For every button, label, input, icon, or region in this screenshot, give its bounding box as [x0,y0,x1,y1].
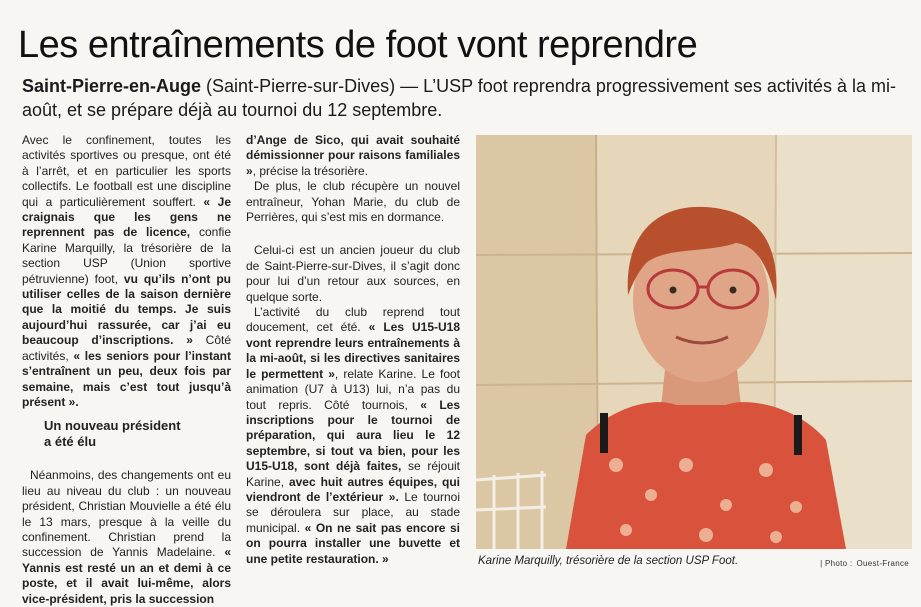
quote-run: « Les U15-U18 vont reprendre leurs entraînements à la mi-août, si les directives sanitaires le permettent » [246,320,461,381]
paragraph [22,133,231,410]
photo-credit [816,559,909,568]
text-run: Côté activités, [22,333,231,363]
lead-paragraph [22,74,902,122]
text-run: Avec le confinement, toutes les activités sportives ou presque, ont été à l’arrêt, et en particulier les sports collectifs. Le football est une discipline qui a particulièrement souffert. [22,133,231,209]
subheading-line: a été élu [44,434,97,450]
quote-run: vu qu’ils n’ont pu utiliser celles de la saison dernière que la moitié du temps. Je suis aujourd’hui rassurée, car j’ai eu beaucoup d’inscriptions. » [22,271,231,348]
quote-run: avec huit autres équipes, qui viendront de l’extérieur ». [246,474,461,504]
portrait-photo [476,135,912,549]
text-run: Le tournoi se déroulera sur place, au stade municipal. [246,489,460,535]
subheading [22,418,231,450]
portrait-illustration [476,135,912,549]
quote-run: « Yannis est resté un an et demi à ce poste, et il avait lui-même, alors vice-président, pris la succession [22,545,231,606]
photo-caption: Karine Marquilly, trésorière de la section USP Foot. [478,555,739,567]
text-run: se réjouit Karine, [246,459,461,489]
quote-run: d’Ange de Sico, qui avait souhaité démissionner pour raisons familiales » [246,133,460,178]
text-run: L’activité du club reprend tout doucement, cet été. [246,305,460,335]
lead-text: (Saint-Pierre-sur-Dives) — L’USP foot reprendra progressivement ses activités à la mi-août, et se prépare déjà au tournoi du 12 septembre. [22,76,896,120]
paragraph [246,305,460,567]
paragraph [22,468,231,607]
article-column-1 [22,133,231,607]
paragraph: Celui-ci est un ancien joueur du club de Saint-Pierre-sur-Dives, il s’agit donc pour lui d’un retour aux sources, en quelque sorte. [246,243,460,304]
subheading-line: Un nouveau président [44,418,181,434]
quote-run: « les seniors pour l’instant s’entraînent un peu, deux fois par semaine, mais c’est tout jusqu’à présent ». [22,348,231,409]
credit-source: Ouest-France [856,559,909,568]
quote-run: « On ne sait pas encore si on pourra installer une buvette et une petite restauration. » [246,520,461,566]
text-run: , précise la trésorière. [252,163,369,178]
lead-place: Saint-Pierre-en-Auge [22,76,202,96]
quote-run: « Les inscriptions pour le tournoi de préparation, qui aura lieu le 12 septembre, si tout va bien, pour les U15-U18, sont déjà faites, [246,397,460,474]
paragraph [246,133,460,179]
paragraph: De plus, le club récupère un nouvel entraîneur, Yohan Marie, du club de Perrières, qui s’est mis en dormance. [246,179,460,225]
text-run: , relate Karine. Le foot animation (U7 à U13) lui, n’a pas du tout repris. Côté tournois, [246,366,461,412]
headline: Les entraînements de foot vont reprendre [18,24,698,66]
article-column-2 [246,133,460,567]
text-run: confie Karine Marquilly, la trésorière de la section USP (Union sportive pétruvienne) foot, [22,225,231,286]
credit-label: | Photo : [820,559,853,568]
text-run: Néanmoins, des changements ont eu lieu au niveau du club : un nouveau président, Christian Mouvielle a été élu le 13 mars, presque à la veille du confinement. Christian prend la succession de Yannis Madelaine. [22,468,231,560]
quote-run: « Je craignais que les gens ne reprennent pas de licence, [22,194,231,240]
